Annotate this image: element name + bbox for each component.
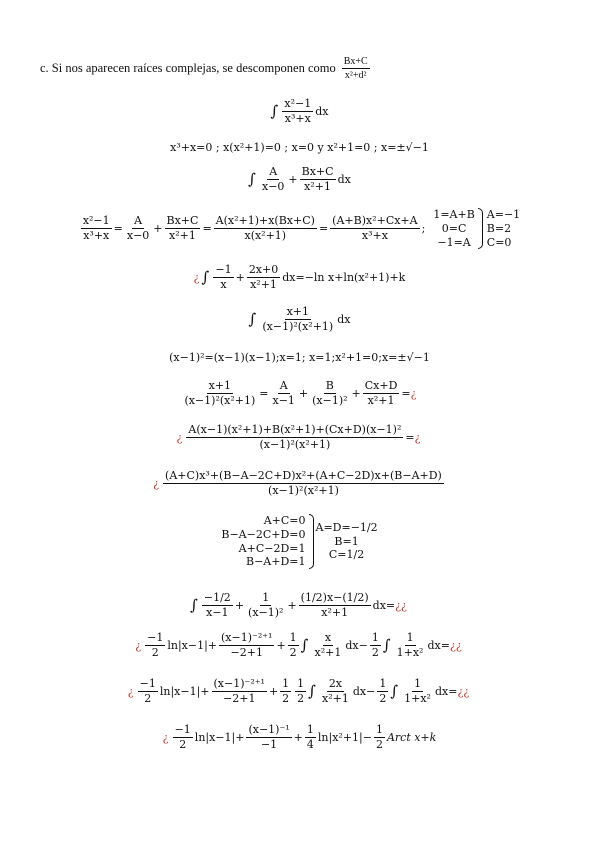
equation-5: [0, 264, 599, 291]
fraction: $\frac{Bx+C}{\text{x²+1}}$: [166, 214, 199, 243]
fraction: $\frac{-1}{x}$: [215, 263, 232, 292]
system-row: B=1: [334, 534, 359, 548]
fraction: $\frac{B}{\text{(x−1)²}}$: [312, 379, 348, 408]
placeholder-glyph: ¿: [135, 638, 142, 652]
fraction: $\frac{A}{x-0}$: [126, 214, 150, 243]
operator: +: [287, 598, 297, 612]
system-row: A=−1: [486, 208, 521, 221]
fraction: $\frac{\text{(x−1)⁻²⁺¹}}{-2+1}$: [213, 677, 265, 706]
fraction: $\frac{\text{x²−1}}{\text{x³+x}}$: [82, 214, 110, 243]
system-right: [316, 521, 378, 562]
operator: +: [153, 221, 163, 235]
equation-13: [0, 632, 599, 659]
fraction: $\frac{x+1}{\text{(x−1)²(x²+1)}}$: [262, 305, 334, 334]
equation-11: [0, 514, 599, 569]
fraction: $\frac{\text{(A+C)x³+(B−A−2C+D)x²+(A+C−2D)x+(B−A+D)}}{\text{(x−1)²(x²+1)}}$: [165, 469, 442, 498]
fraction: $\frac{2x}{\text{x²+1}}$: [322, 677, 349, 706]
fraction: $\frac{2x+0}{\text{x²+1}}$: [248, 263, 279, 292]
system-left: [221, 514, 305, 569]
fraction: $\frac{-1}{2}$: [139, 677, 156, 706]
equation-8: [0, 380, 599, 407]
integral-sign: ∫: [190, 596, 198, 615]
equation-system: [221, 514, 377, 569]
operator: +: [288, 172, 298, 186]
intro-line: [40, 56, 372, 81]
brace: [478, 208, 483, 249]
eq-text: x³+x=0 ; x(x²+1)=0 ; x=0 y x²+1=0 ; x=±√−1: [170, 141, 429, 154]
operator: +: [235, 270, 245, 284]
eq-text: ln|x−1|+: [167, 638, 218, 652]
integral-sign: ∫: [248, 170, 256, 189]
operator: =: [401, 386, 411, 400]
eq-text: (x−1)²=(x−1)(x−1);x=1; x=1;x²+1=0;x=±√−1: [169, 351, 430, 364]
operator: ;: [421, 221, 426, 235]
fraction: $\frac{1}{2}$: [297, 677, 305, 706]
equation-10: [0, 470, 599, 497]
fraction: $\frac{1}{\text{(x−1)²}}$: [248, 591, 284, 620]
fraction: $\frac{-1}{2}$: [147, 631, 164, 660]
equation-14: [0, 678, 599, 705]
fraction: $\frac{1}{2}$: [371, 631, 379, 660]
eq-text: dx=: [434, 684, 458, 698]
equation-7: [0, 352, 599, 364]
eq-text: Arct x+k: [386, 730, 437, 744]
fraction: $\frac{1}{2}$: [289, 631, 297, 660]
eq-text: dx=−ln x+ln(x²+1)+k: [282, 270, 406, 284]
equation-12: [0, 592, 599, 619]
fraction: $\frac{A}{x-0}$: [262, 165, 285, 194]
system-row: A+C−2D=1: [238, 541, 306, 555]
fraction: $\frac{A}{x-1}$: [272, 379, 295, 408]
placeholder-glyph: ¿: [153, 476, 160, 490]
eq-text: ln|x−1|+: [194, 730, 245, 744]
operator: =: [202, 221, 212, 235]
fraction: $\frac{1}{2}$: [379, 677, 387, 706]
integral-sign: ∫: [270, 102, 279, 121]
system-row: −1=A: [437, 235, 471, 249]
operator: +: [298, 386, 309, 400]
fraction: $\frac{-1}{2}$: [174, 723, 191, 752]
system-row: 1=A+B: [433, 208, 475, 221]
placeholder-glyph: ¿¿: [395, 598, 407, 612]
equation-2: [0, 142, 599, 154]
eq-text: dx=: [372, 598, 396, 612]
intro-frac-num: Bx+C: [343, 56, 368, 67]
integral-sign: ∫: [382, 636, 391, 655]
placeholder-glyph: ¿¿: [449, 638, 462, 652]
intro-frac-den: x²+d²: [344, 70, 367, 81]
fraction: $\frac{1}{2}$: [375, 723, 383, 752]
equation-6: [0, 306, 599, 333]
placeholder-glyph: ¿: [414, 430, 421, 444]
system-right: [485, 208, 520, 249]
placeholder-glyph: ¿: [127, 684, 134, 698]
eq-text: ln|x−1|+: [159, 684, 210, 698]
integral-sign: ∫: [300, 636, 309, 655]
fraction: $\frac{Cx+D}{\text{x²+1}}$: [364, 379, 398, 408]
fraction: $\frac{x}{\text{x²+1}}$: [314, 631, 342, 660]
fraction: $\frac{Bx+C}{\text{x²+1}}$: [301, 165, 334, 194]
eq-text: dx: [337, 172, 351, 186]
fraction: $\frac{1}{\text{1+x²}}$: [404, 677, 431, 706]
integral-sign: ∫: [308, 682, 316, 701]
intro-text: c. Si nos aparecen raíces complejas, se descomponen como: [40, 61, 336, 75]
equation-system: [433, 208, 520, 249]
system-row: 0=C: [441, 221, 467, 235]
system-row: A=D=−1/2: [315, 520, 378, 534]
placeholder-glyph: ¿: [410, 386, 417, 400]
eq-text: dx−: [352, 684, 376, 698]
eq-text: dx: [315, 104, 329, 118]
system-row: C=0: [486, 235, 512, 249]
system-row: A+C=0: [263, 514, 306, 527]
eq-text: ln|x²+1|−: [317, 730, 372, 744]
operator: =: [405, 430, 415, 444]
fraction: $\frac{1}{\text{1+x²}}$: [396, 631, 424, 660]
operator: =: [318, 221, 329, 235]
placeholder-glyph: ¿: [176, 430, 183, 444]
equation-3: [0, 166, 599, 193]
fraction: $\frac{\text{(A+B)x²+Cx+A}}{\text{x³+x}}$: [332, 214, 418, 243]
system-row: B=2: [486, 221, 512, 235]
fraction: $\frac{(1/2)x-(1/2)}{\text{x²+1}}$: [300, 591, 369, 620]
integral-sign: ∫: [248, 310, 257, 329]
system-row: B−A+D=1: [246, 555, 306, 569]
fraction: $\frac{\text{(x−1)⁻²⁺¹}}{-2+1}$: [221, 631, 273, 660]
operator: =: [259, 386, 269, 400]
placeholder-glyph: ¿: [193, 270, 200, 284]
equation-1: [0, 98, 599, 125]
eq-text: dx=: [427, 638, 450, 652]
fraction: $\frac{\text{A(x²+1)+x(Bx+C)}}{\text{x(x²+1)}}$: [215, 214, 315, 243]
integral-sign: ∫: [201, 268, 210, 287]
operator: +: [234, 598, 245, 612]
system-row: B−A−2C+D=0: [221, 527, 306, 541]
eq-text: dx: [337, 312, 351, 326]
operator: =: [113, 221, 123, 235]
system-left: [433, 208, 474, 249]
fraction: $\frac{1}{2}$: [282, 677, 290, 706]
placeholder-glyph: ¿¿: [457, 684, 470, 698]
fraction: $\frac{x+1}{\text{(x−1)²(x²+1)}}$: [184, 379, 256, 408]
equation-4: [0, 208, 599, 249]
integral-sign: ∫: [390, 682, 399, 701]
fraction: $\frac{\text{A(x−1)(x²+1)+B(x²+1)+(Cx+D)(x−1)²}}{\text{(x−1)²(x²+1)}}$: [188, 423, 402, 452]
intro-fraction: [342, 56, 370, 81]
brace: [309, 514, 314, 569]
operator: +: [276, 638, 286, 652]
fraction: $\frac{\text{(x−1)⁻¹}}{-1}$: [248, 723, 290, 752]
fraction: $\frac{1}{4}$: [306, 723, 314, 752]
operator: +: [351, 386, 361, 400]
fraction: $\frac{-1/2}{x-1}$: [203, 591, 231, 620]
placeholder-glyph: ¿: [162, 730, 169, 744]
system-row: C=1/2: [328, 548, 365, 562]
operator: +: [293, 730, 303, 744]
operator: +: [268, 684, 279, 698]
equation-15: [0, 724, 599, 751]
eq-text: dx−: [345, 638, 368, 652]
fraction: $\frac{\text{x²−1}}{\text{x³+x}}$: [284, 97, 312, 126]
equation-9: [0, 424, 599, 451]
